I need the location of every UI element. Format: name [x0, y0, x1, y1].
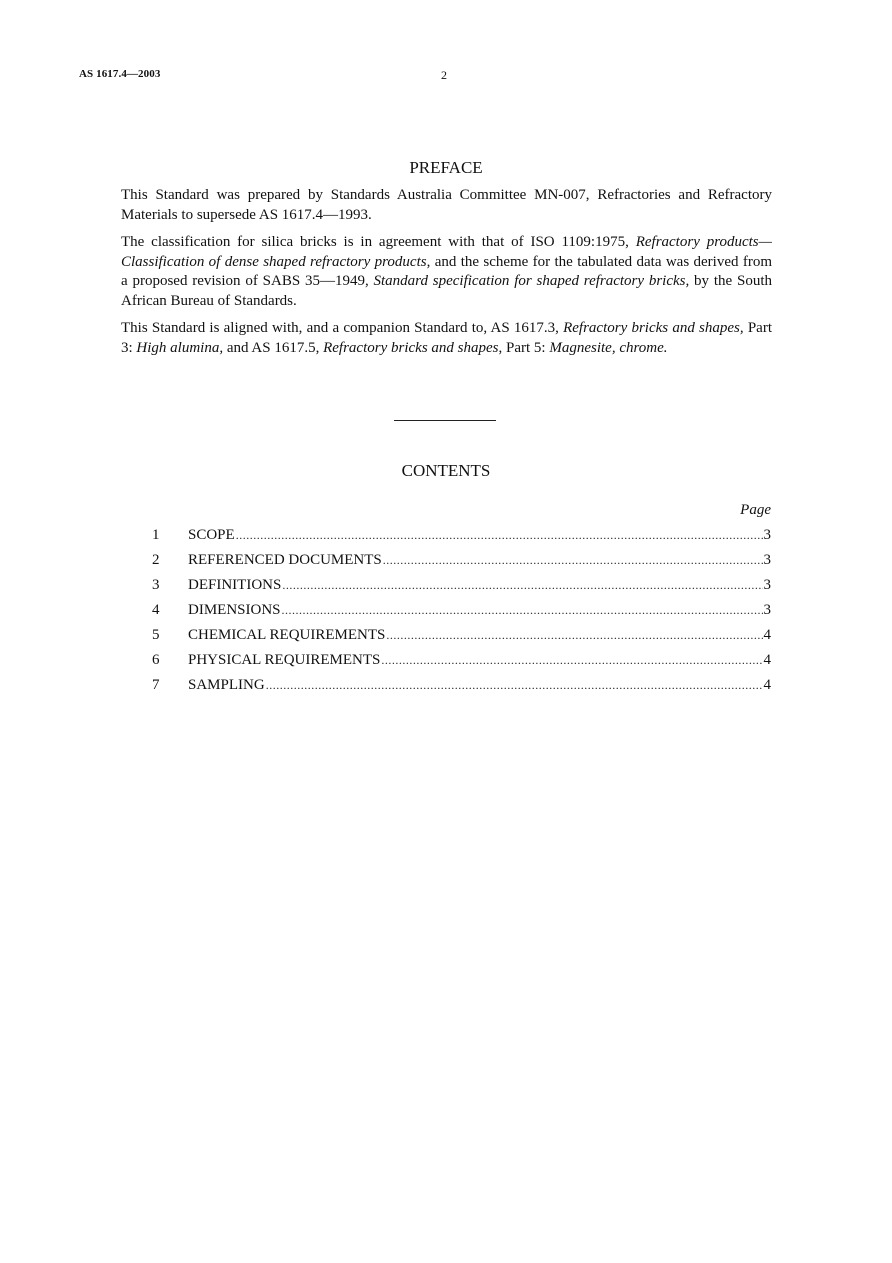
document-id: AS 1617.4—2003: [79, 68, 161, 80]
toc-item-scope[interactable]: [152, 527, 771, 552]
toc-leader-dots: [386, 628, 762, 643]
toc-item-chemical-requirements[interactable]: [152, 627, 771, 652]
preface-text: and AS 1617.5,: [223, 339, 324, 356]
toc-leader-dots: [236, 528, 763, 543]
standard-title-italic: Refractory bricks and shapes: [323, 339, 499, 356]
preface-paragraph-1: This Standard was prepared by Standards Australia Committee MN-007, Refractories and Refractory Materials to supersede AS 1617.4—1993.: [121, 187, 772, 223]
preface-text: , and the scheme for the tabulated data was derived from a proposed revision of SABS 35—1949,: [121, 253, 772, 289]
toc-item-title: SCOPE: [188, 527, 235, 543]
standard-title-italic: Standard specification for shaped refractory bricks,: [373, 273, 690, 289]
preface-paragraph-2: [121, 233, 772, 311]
contents-heading: CONTENTS: [401, 461, 491, 480]
page-number: 2: [441, 68, 447, 82]
toc-leader-dots: [282, 578, 762, 593]
preface-body: [121, 186, 772, 366]
toc-item-page: 3: [763, 602, 771, 618]
preface-text: The classification for silica bricks is in agreement with that of ISO 1109:1975,: [121, 234, 636, 250]
toc-item-number: 2: [152, 552, 160, 568]
toc-leader-dots: [282, 603, 763, 618]
preface-heading: PREFACE: [409, 158, 483, 177]
toc-leader-dots: [266, 678, 763, 693]
toc-item-page: 3: [763, 552, 771, 568]
toc-leader-dots: [381, 653, 762, 668]
standard-title-italic: Refractory bricks and shapes,: [563, 320, 744, 336]
toc-item-title: REFERENCED DOCUMENTS: [188, 552, 382, 568]
toc-item-title: PHYSICAL REQUIREMENTS: [188, 652, 381, 668]
preface-text: by the South African Bureau of Standards.: [121, 273, 772, 309]
toc-item-page: 3: [763, 577, 771, 593]
toc-item-page: 4: [763, 652, 771, 668]
toc-item-physical-requirements[interactable]: [152, 652, 771, 677]
toc-item-sampling[interactable]: [152, 677, 771, 702]
toc-item-number: 4: [152, 602, 160, 618]
toc-leader-dots: [383, 553, 763, 568]
section-divider: [394, 420, 496, 421]
standard-title-italic: High alumina,: [136, 339, 224, 356]
preface-text: Part 3:: [121, 320, 772, 356]
toc-item-page: 4: [763, 677, 771, 693]
toc-item-title: CHEMICAL REQUIREMENTS: [188, 627, 386, 643]
toc-item-title: DIMENSIONS: [188, 602, 281, 618]
standard-title-italic: Magnesite, chrome.: [549, 339, 668, 356]
toc-item-number: 6: [152, 652, 160, 668]
preface-paragraph-3: [121, 319, 772, 358]
toc-item-number: 1: [152, 527, 160, 543]
toc-item-dimensions[interactable]: [152, 602, 771, 627]
preface-text: This Standard is aligned with, and a companion Standard to, AS 1617.3,: [121, 320, 564, 336]
toc-item-referenced-documents[interactable]: [152, 552, 771, 577]
toc-item-title: SAMPLING: [188, 677, 265, 693]
toc-item-page: 3: [763, 527, 771, 543]
toc-item-title: DEFINITIONS: [188, 577, 282, 593]
standard-title-italic: Refractory products—Classification of dense shaped refractory products: [121, 234, 772, 270]
toc-item-definitions[interactable]: [152, 577, 771, 602]
toc-item-number: 5: [152, 627, 160, 643]
toc-item-number: 7: [152, 677, 160, 693]
preface-text: , Part 5:: [498, 339, 550, 356]
table-of-contents: [152, 527, 771, 702]
toc-item-number: 3: [152, 577, 160, 593]
toc-item-page: 4: [763, 627, 771, 643]
page-column-label: Page: [740, 502, 771, 518]
